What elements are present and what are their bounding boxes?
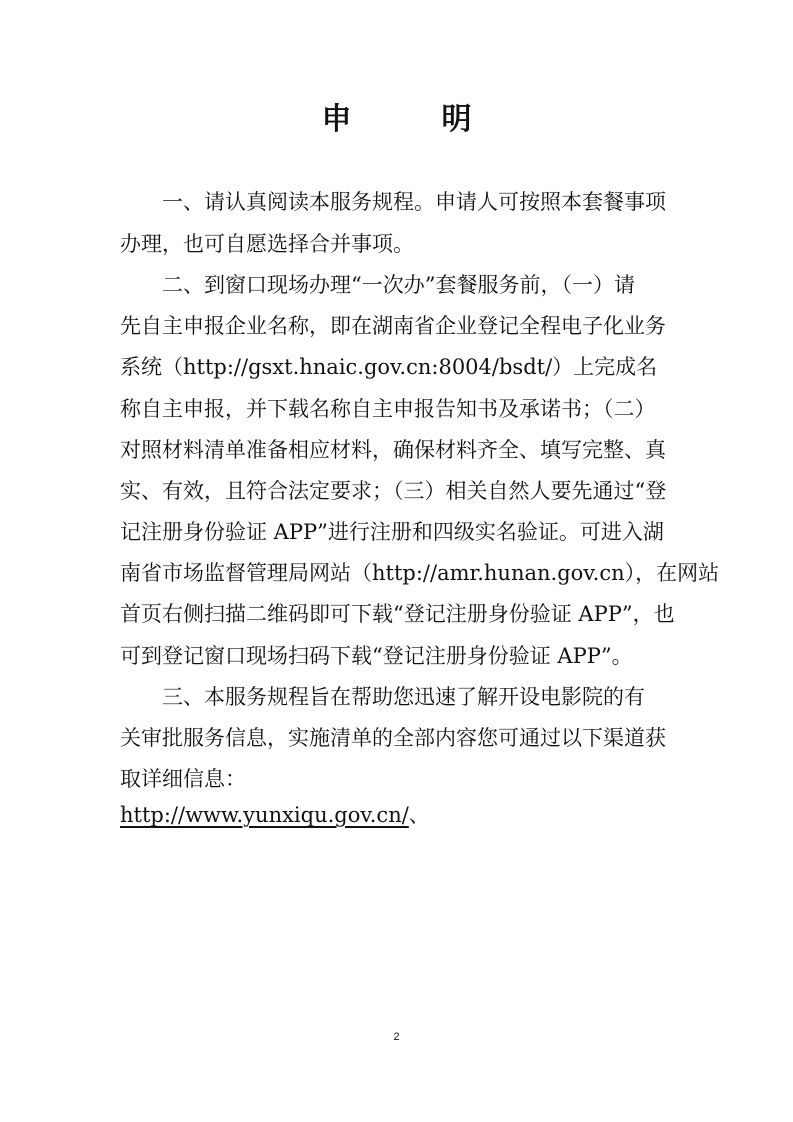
paragraph-2-line-6: 实、有效，且符合法定要求；（三）相关自然人要先通过“登 [120, 479, 667, 503]
link-suffix: 、 [408, 803, 430, 827]
page-number: 2 [393, 1031, 400, 1043]
paragraph-2-line-4: 称自主申报，并下载名称自主申报告知书及承诺书；（二） [120, 397, 656, 421]
paragraph-2-line-8: 南省市场监督管理局网站（http://amr.hunan.gov.cn），在网站 [120, 561, 720, 585]
paragraph-1-line-2: 办理，也可自愿选择合并事项。 [120, 232, 414, 256]
paragraph-2-line-10: 可到登记窗口现场扫码下载“登记注册身份验证 APP”。 [120, 644, 633, 668]
document-title: 申 明 [321, 102, 502, 137]
paragraph-2-line-7: 记注册身份验证 APP”进行注册和四级实名验证。可进入湖 [120, 520, 664, 544]
paragraph-2-line-9: 首页右侧扫描二维码即可下载“登记注册身份验证 APP”，也 [120, 602, 675, 626]
paragraph-2-line-1: 二、到窗口现场办理“一次办”套餐服务前，（一）请 [162, 273, 635, 297]
paragraph-2-line-5: 对照材料清单准备相应材料，确保材料齐全、填写完整、真 [120, 438, 666, 462]
paragraph-3-line-2: 关审批服务信息，实施清单的全部内容您可通过以下渠道获 [120, 726, 666, 750]
paragraph-1-line-1: 一、请认真阅读本服务规程。申请人可按照本套餐事项 [162, 190, 666, 214]
website-link[interactable]: http://www.yunxiqu.gov.cn/ [120, 803, 409, 827]
paragraph-2-line-3: 系统（http://gsxt.hnaic.gov.cn:8004/bsdt/）上完成名 [120, 355, 658, 379]
link-line [120, 800, 430, 830]
paragraph-3-line-1: 三、本服务规程旨在帮助您迅速了解开设电影院的有 [162, 685, 645, 709]
paragraph-3-line-3: 取详细信息： [120, 767, 246, 791]
paragraph-2-line-2: 先自主申报企业名称，即在湖南省企业登记全程电子化业务 [120, 314, 666, 338]
